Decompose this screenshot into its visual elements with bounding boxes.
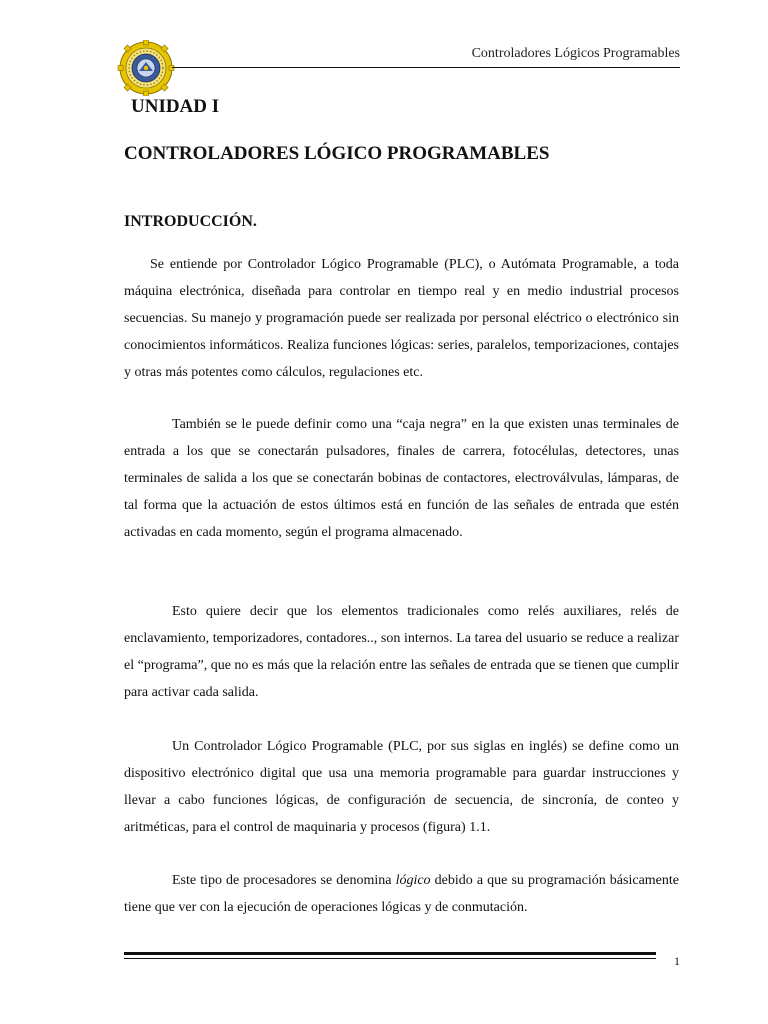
paragraph-text-before: Este tipo de procesadores se denomina bbox=[172, 873, 396, 888]
emphasized-term: lógico bbox=[395, 873, 431, 888]
body-paragraph: También se le puede definir como una “caja negra” en la que existen unas terminales de entrada a los que se conectarán pulsadores, finales de carrera, fotocélulas, detectores, unas terminales de salida a los que se conectarán bobinas de contactores, electroválvulas, lámparas, de tal forma que la actuación de estos últimos está en función de las señales de entrada que estén activadas en cada momento, según el programa almacenado. bbox=[124, 417, 679, 540]
footer-divider-thin bbox=[124, 958, 656, 959]
body-paragraph bbox=[124, 867, 679, 921]
page-number: 1 bbox=[674, 954, 680, 968]
university-seal-logo-icon bbox=[117, 40, 175, 96]
body-paragraph: Un Controlador Lógico Programable (PLC, por sus siglas en inglés) se define como un dispositivo electrónico digital que usa una memoria programable para guardar instrucciones y llevar a cabo funciones lógicas, de configuración de secuencia, de sincronía, de conteo y aritméticas, para el control de maquinaria y procesos (figura) 1.1. bbox=[124, 739, 679, 835]
paragraph-text-after: debido a que su programación básicamente tiene que ver con la ejecución de operaciones lógicas y de conmutación. bbox=[124, 873, 679, 915]
unit-heading: UNIDAD I bbox=[131, 96, 220, 117]
section-heading: INTRODUCCIÓN. bbox=[124, 213, 257, 230]
header-divider bbox=[172, 67, 680, 68]
chapter-title: CONTROLADORES LÓGICO PROGRAMABLES bbox=[124, 143, 550, 164]
body-paragraph: Se entiende por Controlador Lógico Programable (PLC), o Autómata Programable, a toda máquina electrónica, diseñada para controlar en tiempo real y en medio industrial procesos secuencias. Su manejo y programación puede ser realizada por personal eléctrico o electrónico sin conocimientos informáticos. Realiza funciones lógicas: series, paralelos, temporizaciones, contajes y otras más potentes como cálculos, regulaciones etc. bbox=[124, 257, 679, 380]
footer-divider-thick bbox=[124, 952, 656, 955]
body-paragraph: Esto quiere decir que los elementos tradicionales como relés auxiliares, relés de enclavamiento, temporizadores, contadores.., son internos. La tarea del usuario se reduce a realizar el “programa”, que no es más que la relación entre las señales de entrada que se tienen que cumplir para activar cada salida. bbox=[124, 604, 679, 700]
running-header-title: Controladores Lógicos Programables bbox=[471, 46, 680, 61]
